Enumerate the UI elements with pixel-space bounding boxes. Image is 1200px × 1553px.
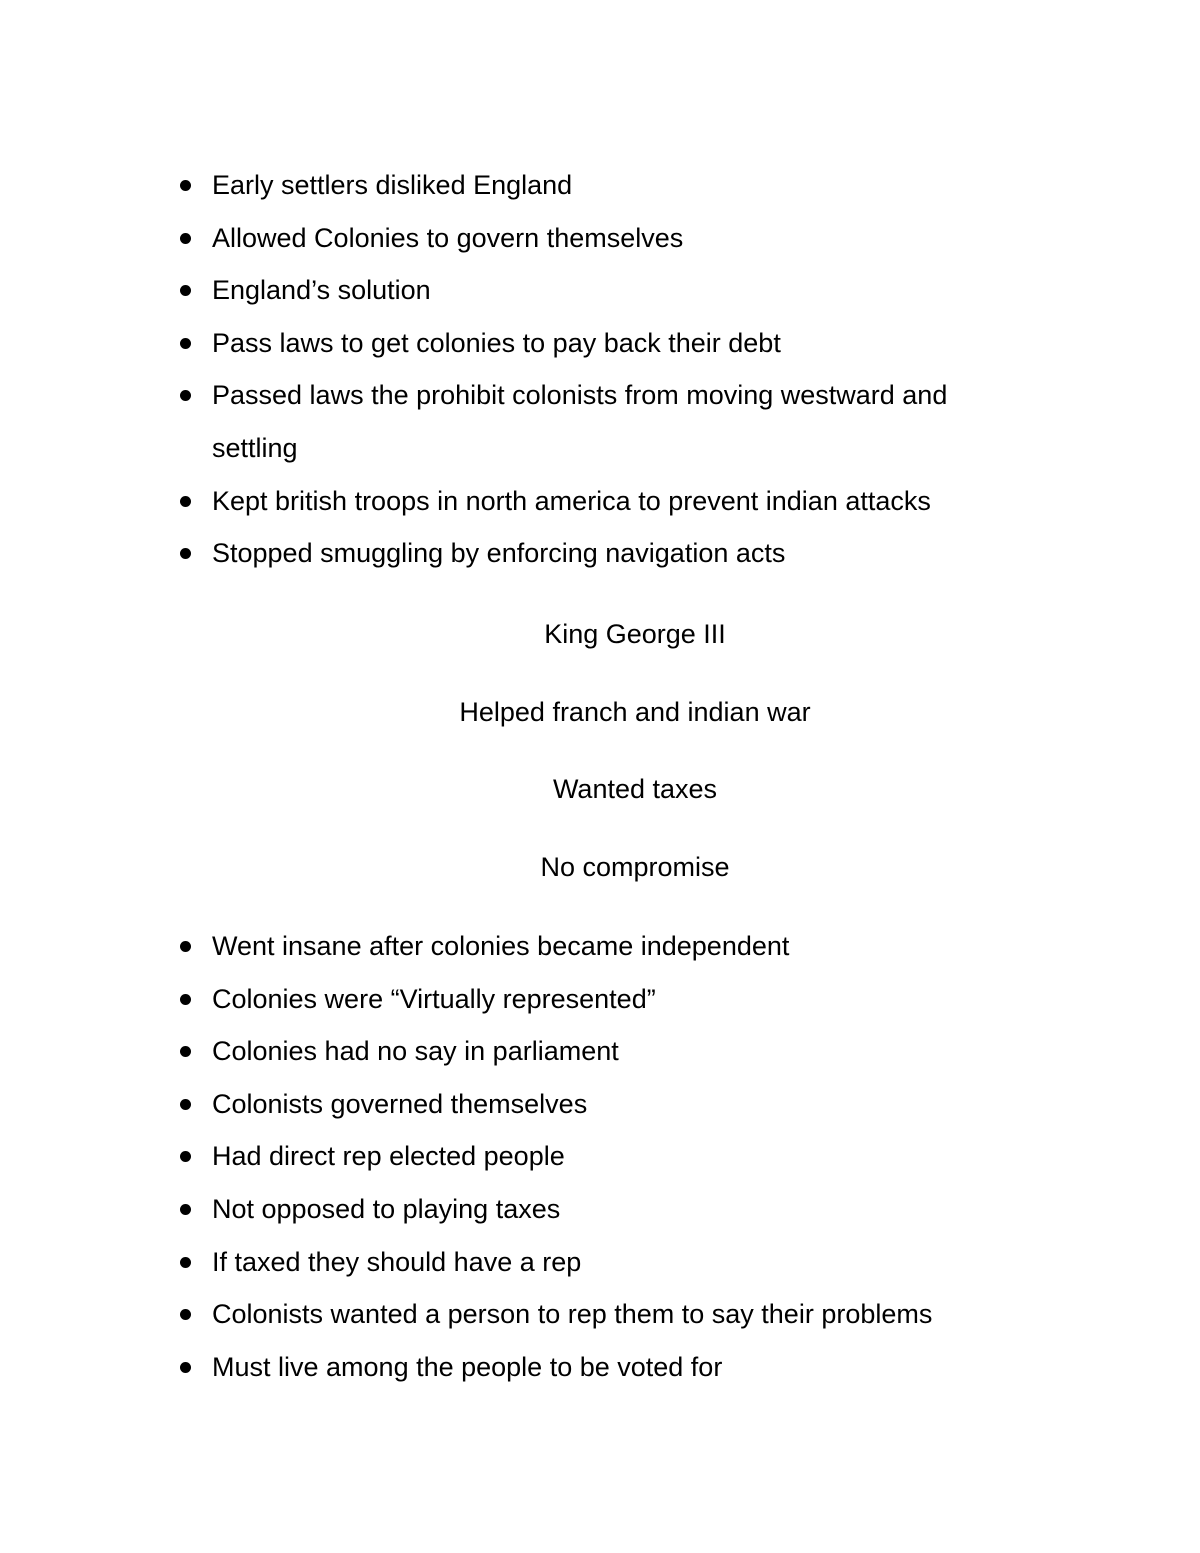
list-item-text: Passed laws the prohibit colonists from moving westward and settling — [212, 380, 948, 463]
list-item — [212, 475, 1032, 528]
list-item — [212, 1236, 1032, 1289]
list-item-text: Colonists governed themselves — [212, 1088, 588, 1119]
list-item — [212, 159, 1032, 212]
bullet-list-one — [212, 159, 1032, 580]
list-item — [212, 1341, 1032, 1394]
list-item-text: Kept british troops in north america to prevent indian attacks — [212, 485, 931, 516]
list-item — [212, 1130, 1032, 1183]
bullet-icon — [180, 496, 191, 507]
list-item — [212, 264, 1032, 317]
list-item-text: Early settlers disliked England — [212, 170, 573, 200]
list-item — [212, 317, 1032, 370]
bullet-list-two — [212, 920, 1032, 1393]
bullet-icon — [180, 390, 191, 401]
list-item-text: Colonists wanted a person to rep them to say their problems — [212, 1299, 933, 1330]
list-item-text: Not opposed to playing taxes — [212, 1193, 561, 1224]
list-item-text: If taxed they should have a rep — [212, 1246, 582, 1277]
bullet-icon — [180, 994, 191, 1005]
list-item-text: Went insane after colonies became independent — [212, 931, 790, 961]
list-item — [212, 1078, 1032, 1131]
bullet-icon — [180, 1362, 191, 1373]
bullet-icon — [180, 1257, 191, 1268]
bullet-icon — [180, 1309, 191, 1320]
list-item — [212, 212, 1032, 265]
list-item — [212, 369, 1032, 474]
list-item-text: Colonies were “Virtually represented” — [212, 983, 656, 1014]
bullet-icon — [180, 233, 191, 244]
list-item-text: Must live among the people to be voted for — [212, 1351, 723, 1382]
bullet-icon — [180, 285, 191, 296]
list-item — [212, 973, 1032, 1026]
list-item-text: Stopped smuggling by enforcing navigation acts — [212, 538, 786, 569]
list-item — [212, 527, 1032, 580]
centered-line: No compromise — [540, 852, 730, 882]
list-item — [212, 1288, 1032, 1341]
bullet-icon — [180, 1046, 191, 1057]
bullet-icon — [180, 941, 191, 952]
centered-line: Wanted taxes — [552, 774, 718, 804]
list-item-text: Pass laws to get colonies to pay back their debt — [212, 327, 781, 358]
bullet-icon — [180, 338, 191, 349]
list-item — [212, 1183, 1032, 1236]
bullet-icon — [180, 1099, 191, 1110]
list-item-text: Allowed Colonies to govern themselves — [212, 222, 684, 253]
list-item-text: Had direct rep elected people — [212, 1141, 565, 1172]
list-item — [212, 1025, 1032, 1078]
list-item-text: England’s solution — [212, 275, 431, 306]
centered-line: Helped franch and indian war — [459, 697, 811, 727]
bullet-icon — [180, 1204, 191, 1215]
centered-heading: King George III — [544, 619, 726, 649]
bullet-icon — [180, 1151, 191, 1162]
bullet-icon — [180, 548, 191, 559]
list-item — [212, 920, 1032, 973]
list-item-text: Colonies had no say in parliament — [212, 1036, 619, 1067]
bullet-icon — [180, 180, 191, 191]
